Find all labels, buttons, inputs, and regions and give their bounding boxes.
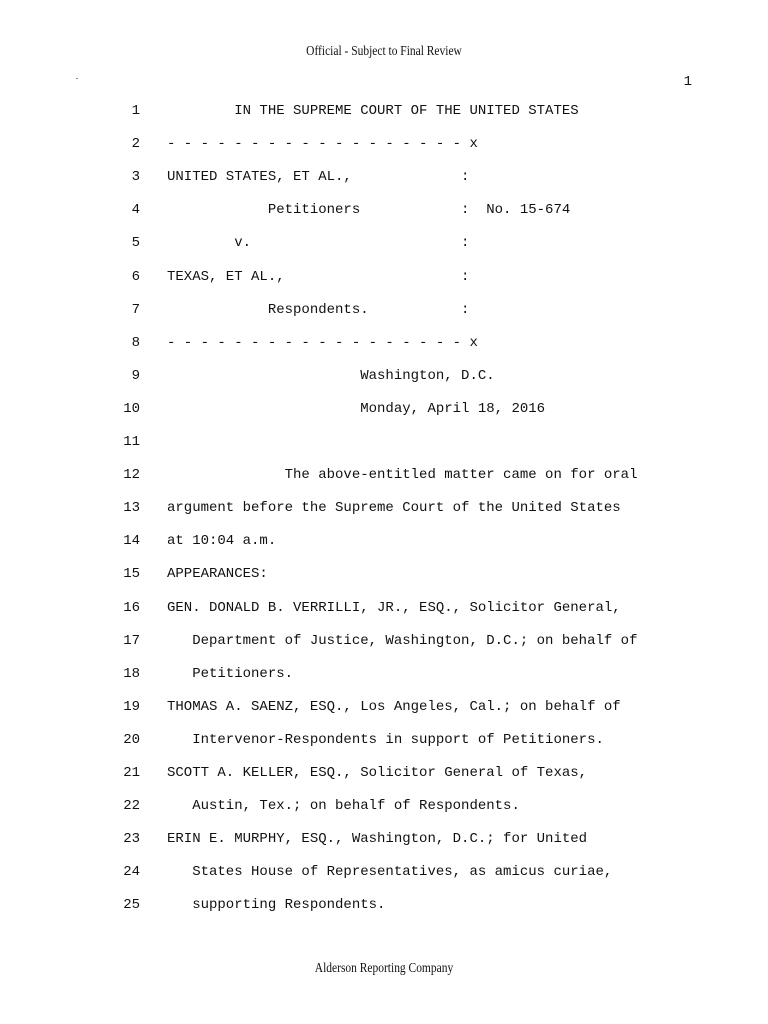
line-number: 8	[131, 334, 140, 351]
line-number: 21	[123, 765, 140, 781]
transcript-line	[0, 730, 768, 750]
line-number: 6	[131, 268, 140, 285]
line-number: 10	[123, 400, 140, 417]
transcript-line	[0, 233, 768, 253]
line-number: 11	[123, 434, 140, 450]
line-number: 12	[123, 467, 140, 484]
line-number: 25	[123, 897, 140, 914]
transcript-line	[0, 564, 768, 584]
line-number: 3	[131, 169, 140, 186]
transcript-line	[0, 531, 768, 551]
transcript-line	[0, 200, 768, 220]
line-text: GEN. DONALD B. VERRILLI, JR., ESQ., Solicitor General,	[167, 599, 621, 616]
transcript-line	[0, 366, 768, 386]
transcript-line	[0, 697, 768, 717]
line-text: Department of Justice, Washington, D.C.; on behalf of	[167, 632, 638, 649]
line-number: 23	[123, 831, 140, 848]
line-text: at 10:04 a.m.	[167, 533, 277, 550]
line-number: 9	[131, 367, 140, 384]
line-text: Petitioners.	[167, 665, 294, 682]
line-number: 14	[123, 533, 140, 550]
line-text: SCOTT A. KELLER, ESQ., Solicitor General of Texas,	[167, 765, 588, 781]
transcript-line	[0, 465, 768, 485]
line-number: 19	[123, 698, 140, 715]
transcript-line	[0, 664, 768, 684]
line-text: supporting Respondents.	[167, 897, 386, 914]
transcript-line	[0, 598, 768, 618]
line-text: States House of Representatives, as amicus curiae,	[167, 864, 613, 881]
line-text: Washington, D.C.	[167, 367, 495, 384]
transcript-line	[0, 796, 768, 816]
line-number: 1	[131, 103, 140, 119]
transcript-line	[0, 862, 768, 882]
transcript-line	[0, 167, 768, 187]
line-text: Monday, April 18, 2016	[167, 400, 546, 417]
line-number: 17	[123, 632, 140, 649]
page-header: Official - Subject to Final Review	[306, 44, 462, 59]
transcript-line	[0, 432, 768, 452]
transcript-line	[0, 101, 768, 121]
line-text: Respondents. :	[167, 301, 470, 318]
transcript-line	[0, 300, 768, 320]
line-text: The above-entitled matter came on for oral	[167, 467, 638, 484]
transcript-line	[0, 829, 768, 849]
transcript-line	[0, 333, 768, 353]
scan-speck	[76, 78, 78, 79]
transcript-line	[0, 267, 768, 287]
transcript-line	[0, 498, 768, 518]
line-number: 5	[131, 235, 140, 252]
line-text: APPEARANCES:	[167, 566, 268, 583]
line-number: 2	[131, 136, 140, 153]
line-number: 4	[131, 202, 140, 219]
page-number: 1	[683, 74, 692, 90]
line-number: 24	[123, 864, 140, 881]
transcript-line	[0, 895, 768, 915]
transcript-line	[0, 399, 768, 419]
line-text: Austin, Tex.; on behalf of Respondents.	[167, 798, 520, 815]
line-text: - - - - - - - - - - - - - - - - - - x	[167, 334, 478, 351]
line-text: TEXAS, ET AL., :	[167, 268, 470, 285]
line-number: 15	[123, 566, 140, 583]
transcript-line	[0, 134, 768, 154]
page-footer: Alderson Reporting Company	[314, 961, 454, 976]
line-number: 13	[123, 500, 140, 517]
line-text: v. :	[167, 235, 470, 252]
line-text: argument before the Supreme Court of the United States	[167, 500, 621, 517]
line-text: ERIN E. MURPHY, ESQ., Washington, D.C.; for United	[167, 831, 588, 848]
line-text: Petitioners : No. 15-674	[167, 202, 571, 219]
line-number: 22	[123, 798, 140, 815]
line-text: UNITED STATES, ET AL., :	[167, 169, 470, 186]
line-text: Intervenor-Respondents in support of Petitioners.	[167, 731, 604, 748]
transcript-line	[0, 631, 768, 651]
line-number: 20	[123, 731, 140, 748]
line-text: - - - - - - - - - - - - - - - - - - x	[167, 136, 478, 153]
line-number: 18	[123, 665, 140, 682]
line-text: THOMAS A. SAENZ, ESQ., Los Angeles, Cal.; on behalf of	[167, 698, 621, 715]
line-number: 16	[123, 599, 140, 616]
transcript-line	[0, 763, 768, 783]
line-text: IN THE SUPREME COURT OF THE UNITED STATES	[167, 103, 579, 119]
line-number: 7	[131, 301, 140, 318]
